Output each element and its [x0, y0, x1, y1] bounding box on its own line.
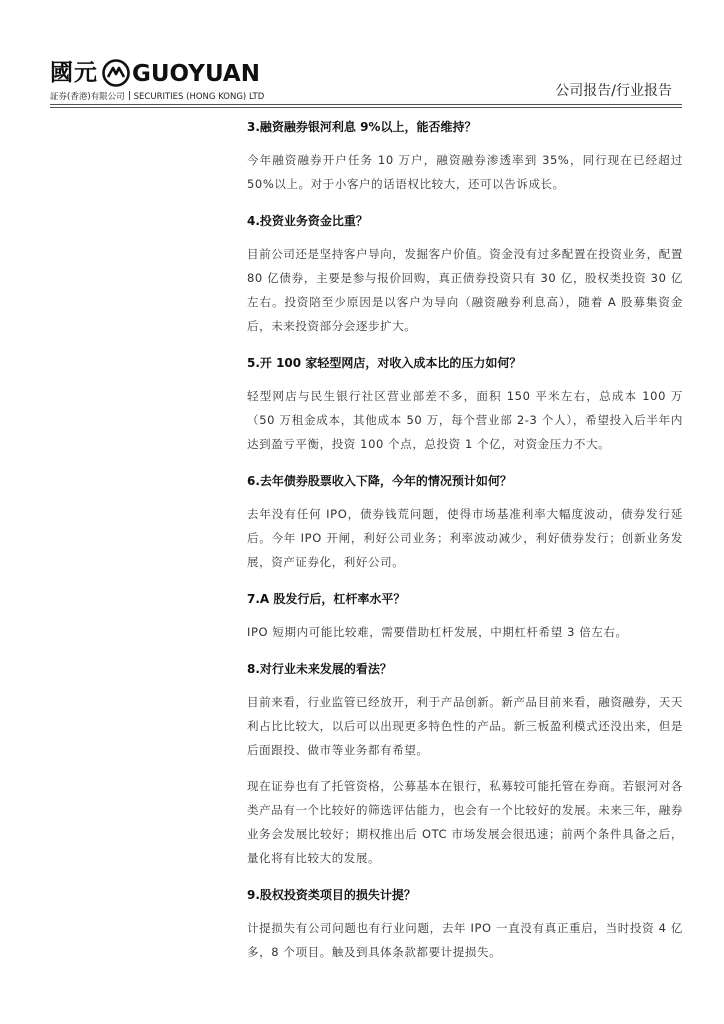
logo-english-name: GUOYUAN	[132, 61, 260, 87]
logo-subtitle-cn: 証券(香港)有限公司	[50, 92, 125, 102]
report-type-label: 公司报告/行业报告	[555, 83, 672, 99]
section-question: 9.股权投资类项目的损失计提？	[247, 888, 416, 902]
section-question: 4.投资业务资金比重？	[247, 214, 368, 228]
qa-section	[247, 118, 683, 196]
qa-section	[247, 212, 683, 338]
qa-section	[247, 590, 683, 644]
header-divider-bottom	[50, 107, 682, 108]
section-question: 3.融资融券银河利息 9%以上，能否维持？	[247, 120, 477, 134]
logo-subtitle	[50, 91, 264, 103]
section-answer-paragraph: 目前来看，行业监管已经放开，利于产品创新。新产品目前来看，融资融券，天天利占比比较大，以后可以出现更多特色性的产品。新三板盈利模式还没出来，但是后面跟投、做市等业务都有希望。	[247, 695, 683, 757]
section-question: 6.去年债券股票收入下降，今年的情况预计如何？	[247, 474, 512, 488]
qa-section	[247, 354, 683, 456]
section-question: 8.对行业未来发展的看法？	[247, 662, 392, 676]
guoyuan-logo-icon	[102, 59, 130, 87]
section-question: 7.A 股发行后，杠杆率水平？	[247, 592, 406, 606]
qa-section	[247, 472, 683, 574]
section-answer-paragraph: 计提损失有公司问题也有行业问题，去年 IPO 一直没有真正重启，当时投资 4 亿多，8 个项目。触及到具体条款都要计提损失。	[247, 921, 683, 959]
section-question: 5.开 100 家轻型网店，对收入成本比的压力如何？	[247, 356, 522, 370]
company-logo	[50, 58, 310, 108]
section-answer-paragraph: 今年融资融券开户任务 10 万户，融资融券渗透率到 35%，同行现在已经超过 50%以上。对于小客户的话语权比较大，还可以告诉成长。	[247, 153, 683, 191]
section-answer-paragraph: 目前公司还是坚持客户导向，发掘客户价值。资金没有过多配置在投资业务，配置 80 亿债券，主要是参与报价回购，真正债券投资只有 30 亿，股权类投资 30 亿左右。投资陪至少原因是以客户为导向（融资融券利息高），随着 A 股募集资金后，未来投资部分会逐步扩大。	[247, 247, 683, 333]
report-body	[247, 118, 683, 964]
section-answer-paragraph: 轻型网店与民生银行社区营业部差不多，面积 150 平米左右，总成本 100 万（50 万租金成本，其他成本 50 万，每个营业部 2-3 个人），希望投入后半年内达到盈亏平衡，投资 100 个点，总投资 1 个亿，对资金压力不大。	[247, 389, 683, 451]
qa-section	[247, 660, 683, 870]
section-answer-paragraph: 现在证券也有了托管资格，公募基本在银行，私募较可能托管在券商。若银河对各类产品有一个比较好的筛选评估能力，也会有一个比较好的发展。未来三年，融券业务会发展比较好；期权推出后 OTC 市场发展会很迅速；前两个条件具备之后，量化将有比较大的发展。	[247, 779, 683, 865]
logo-chinese-name: 國元	[50, 59, 98, 86]
section-answer-paragraph: 去年没有任何 IPO，债券钱荒问题，使得市场基准利率大幅度波动，债券发行延后。今年 IPO 开闸，利好公司业务；利率波动减少，利好债券发行；创新业务发展，资产证券化，利好公司。	[247, 507, 683, 569]
logo-subtitle-en: SECURITIES (HONG KONG) LTD	[133, 92, 265, 102]
page-header	[0, 0, 724, 110]
header-divider-top	[50, 104, 682, 105]
logo-subtitle-divider	[129, 91, 130, 100]
qa-section	[247, 886, 683, 964]
section-answer-paragraph: IPO 短期内可能比较难，需要借助杠杆发展，中期杠杆希望 3 倍左右。	[247, 625, 628, 639]
